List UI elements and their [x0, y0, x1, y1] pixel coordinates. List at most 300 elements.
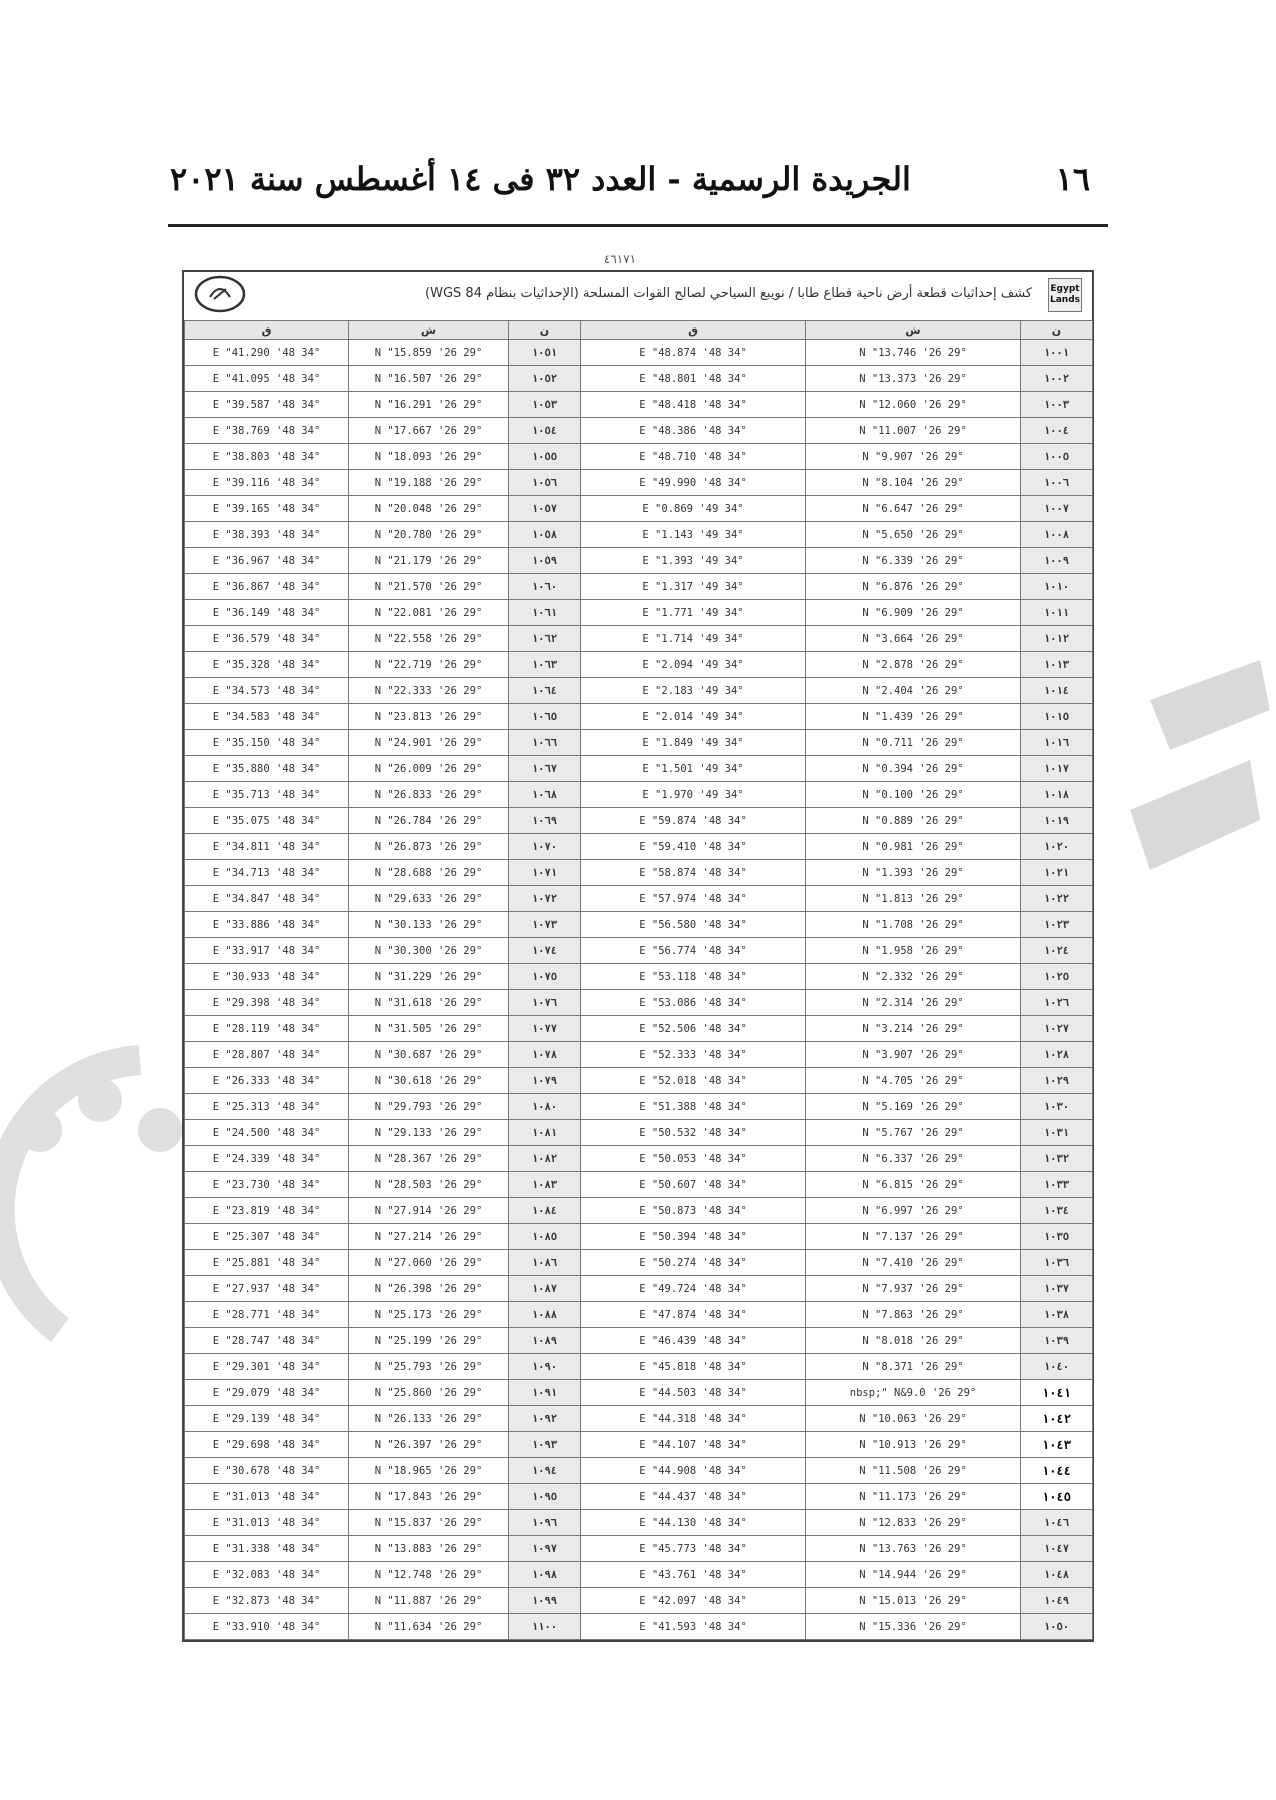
point-number-cell: ١٠٦٨	[509, 782, 581, 808]
latitude-cell: 29° 26' 26.784" N	[349, 808, 509, 834]
latitude-cell: 29° 26' 26.397" N	[349, 1432, 509, 1458]
point-number-cell: ١٠٩٤	[509, 1458, 581, 1484]
longitude-cell: 34° 48' 58.874" E	[581, 860, 806, 886]
column-header: ن	[509, 321, 581, 340]
point-number-cell: ١٠٣٦	[1021, 1250, 1093, 1276]
table-row	[185, 1562, 1093, 1588]
table-row	[185, 1354, 1093, 1380]
latitude-cell: 29° 26' 7.863" N	[806, 1302, 1021, 1328]
table-header-row	[185, 321, 1093, 340]
latitude-cell: 29° 26' 1.958" N	[806, 938, 1021, 964]
longitude-cell: 34° 48' 46.439" E	[581, 1328, 806, 1354]
table-row	[185, 1094, 1093, 1120]
longitude-cell: 34° 48' 29.079" E	[185, 1380, 349, 1406]
latitude-cell: 29° 26' 11.508" N	[806, 1458, 1021, 1484]
table-row	[185, 1120, 1093, 1146]
point-number-cell: ١٠٩٢	[509, 1406, 581, 1432]
point-number-cell: ١٠٦٦	[509, 730, 581, 756]
longitude-cell: 34° 48' 30.678" E	[185, 1458, 349, 1484]
longitude-cell: 34° 48' 36.149" E	[185, 600, 349, 626]
longitude-cell: 34° 48' 33.886" E	[185, 912, 349, 938]
longitude-cell: 34° 48' 25.881" E	[185, 1250, 349, 1276]
latitude-cell: 29° 26' 4.705" N	[806, 1068, 1021, 1094]
latitude-cell: 29° 26' 1.813" N	[806, 886, 1021, 912]
latitude-cell: 29° 26' 26.009" N	[349, 756, 509, 782]
column-header: ق	[581, 321, 806, 340]
longitude-cell: 34° 48' 38.803" E	[185, 444, 349, 470]
latitude-cell: 29° 26' 3.214" N	[806, 1016, 1021, 1042]
table-row	[185, 756, 1093, 782]
point-number-cell: ١٠١٩	[1021, 808, 1093, 834]
coordinates-document	[182, 270, 1094, 1642]
latitude-cell: 29° 26' 6.909" N	[806, 600, 1021, 626]
table-row	[185, 1302, 1093, 1328]
point-number-cell: ١٠٠٦	[1021, 470, 1093, 496]
table-row	[185, 990, 1093, 1016]
point-number-cell: ١٠٣٧	[1021, 1276, 1093, 1302]
latitude-cell: 29° 26' 29.793" N	[349, 1094, 509, 1120]
point-number-cell: ١٠٢٧	[1021, 1016, 1093, 1042]
latitude-cell: 29° 26' 6.815" N	[806, 1172, 1021, 1198]
longitude-cell: 34° 48' 49.724" E	[581, 1276, 806, 1302]
longitude-cell: 34° 48' 34.583" E	[185, 704, 349, 730]
table-row	[185, 1380, 1093, 1406]
latitude-cell: 29° 26' 30.133" N	[349, 912, 509, 938]
longitude-cell: 34° 48' 28.807" E	[185, 1042, 349, 1068]
latitude-cell: 29° 26' 22.081" N	[349, 600, 509, 626]
latitude-cell: 29° 26' 18.965" N	[349, 1458, 509, 1484]
longitude-cell: 34° 48' 59.410" E	[581, 834, 806, 860]
latitude-cell: 29° 26' 26.398" N	[349, 1276, 509, 1302]
longitude-cell: 34° 48' 28.747" E	[185, 1328, 349, 1354]
longitude-cell: 34° 48' 43.761" E	[581, 1562, 806, 1588]
latitude-cell: 29° 26' 22.333" N	[349, 678, 509, 704]
longitude-cell: 34° 49' 2.183" E	[581, 678, 806, 704]
latitude-cell: 29° 26' 28.688" N	[349, 860, 509, 886]
table-row	[185, 496, 1093, 522]
point-number-cell: ١٠٤٦	[1021, 1510, 1093, 1536]
point-number-cell: ١٠٣١	[1021, 1120, 1093, 1146]
point-number-cell: ١٠٨٦	[509, 1250, 581, 1276]
point-number-cell: ١٠٠٧	[1021, 496, 1093, 522]
longitude-cell: 34° 48' 44.130" E	[581, 1510, 806, 1536]
point-number-cell: ١٠٨٥	[509, 1224, 581, 1250]
point-number-cell: ١٠٧٩	[509, 1068, 581, 1094]
page-number: ١٦	[1055, 160, 1090, 198]
point-number-cell: ١٠٧٦	[509, 990, 581, 1016]
latitude-cell: 29° 26' 31.505" N	[349, 1016, 509, 1042]
point-number-cell: ١٠٤٩	[1021, 1588, 1093, 1614]
point-number-cell: ١٠٧٥	[509, 964, 581, 990]
point-number-cell: ١٠٧٢	[509, 886, 581, 912]
table-row	[185, 860, 1093, 886]
latitude-cell: 29° 26' 20.780" N	[349, 522, 509, 548]
table-row	[185, 418, 1093, 444]
point-number-cell: ١٠٢٥	[1021, 964, 1093, 990]
latitude-cell: 29° 26' 13.373" N	[806, 366, 1021, 392]
point-number-cell: ١٠٥٥	[509, 444, 581, 470]
longitude-cell: 34° 48' 41.593" E	[581, 1614, 806, 1640]
table-row	[185, 600, 1093, 626]
gazette-title: الجريدة الرسمية - العدد ٣٢ فى ١٤ أغسطس سنة ٢٠٢١	[170, 160, 911, 198]
longitude-cell: 34° 48' 31.013" E	[185, 1484, 349, 1510]
latitude-cell: 29° 26' 11.173" N	[806, 1484, 1021, 1510]
point-number-cell: ١٠٥٣	[509, 392, 581, 418]
table-row	[185, 652, 1093, 678]
point-number-cell: ١٠٥١	[509, 340, 581, 366]
longitude-cell: 34° 48' 56.774" E	[581, 938, 806, 964]
point-number-cell: ١٠٠٤	[1021, 418, 1093, 444]
latitude-cell: 29° 26' 25.860" N	[349, 1380, 509, 1406]
page-header	[170, 150, 1090, 210]
longitude-cell: 34° 48' 48.801" E	[581, 366, 806, 392]
longitude-cell: 34° 48' 44.908" E	[581, 1458, 806, 1484]
latitude-cell: 29° 26' 23.813" N	[349, 704, 509, 730]
latitude-cell: 29° 26' 10.063" N	[806, 1406, 1021, 1432]
longitude-cell: 34° 48' 41.095" E	[185, 366, 349, 392]
longitude-cell: 34° 49' 2.014" E	[581, 704, 806, 730]
table-row	[185, 1614, 1093, 1640]
point-number-cell: ١٠٠٥	[1021, 444, 1093, 470]
point-number-cell: ١٠٧١	[509, 860, 581, 886]
latitude-cell: 29° 26' 27.914" N	[349, 1198, 509, 1224]
point-number-cell: ١٠٣٤	[1021, 1198, 1093, 1224]
longitude-cell: 34° 48' 50.873" E	[581, 1198, 806, 1224]
longitude-cell: 34° 48' 36.579" E	[185, 626, 349, 652]
point-number-cell: ١١٠٠	[509, 1614, 581, 1640]
point-number-cell: ١٠٢٤	[1021, 938, 1093, 964]
table-row	[185, 444, 1093, 470]
point-number-cell: ١٠٠١	[1021, 340, 1093, 366]
longitude-cell: 34° 48' 36.967" E	[185, 548, 349, 574]
longitude-cell: 34° 48' 45.773" E	[581, 1536, 806, 1562]
longitude-cell: 34° 48' 34.811" E	[185, 834, 349, 860]
point-number-cell: ١٠٢٨	[1021, 1042, 1093, 1068]
point-number-cell: ١٠٤٨	[1021, 1562, 1093, 1588]
point-number-cell: ١٠٨٣	[509, 1172, 581, 1198]
longitude-cell: 34° 48' 42.097" E	[581, 1588, 806, 1614]
latitude-cell: 29° 26' 27.060" N	[349, 1250, 509, 1276]
point-number-cell: ١٠١١	[1021, 600, 1093, 626]
longitude-cell: 34° 48' 44.107" E	[581, 1432, 806, 1458]
latitude-cell: 29° 26' 11.634" N	[349, 1614, 509, 1640]
point-number-cell: ١٠٨٤	[509, 1198, 581, 1224]
latitude-cell: 29° 26' 31.618" N	[349, 990, 509, 1016]
latitude-cell: 29° 26' 0.981" N	[806, 834, 1021, 860]
point-number-cell: ١٠٣٢	[1021, 1146, 1093, 1172]
table-row	[185, 1536, 1093, 1562]
table-row	[185, 1198, 1093, 1224]
latitude-cell: 29° 26' 22.719" N	[349, 652, 509, 678]
longitude-cell: 34° 48' 50.607" E	[581, 1172, 806, 1198]
table-row	[185, 1328, 1093, 1354]
column-header: ش	[349, 321, 509, 340]
latitude-cell: 29° 26' 0.889" N	[806, 808, 1021, 834]
point-number-cell: ١٠١٥	[1021, 704, 1093, 730]
latitude-cell: 29° 26' 22.558" N	[349, 626, 509, 652]
longitude-cell: 34° 48' 31.338" E	[185, 1536, 349, 1562]
latitude-cell: 29° 26' 5.650" N	[806, 522, 1021, 548]
latitude-cell: 29° 26' 29.133" N	[349, 1120, 509, 1146]
latitude-cell: 29° 26' 30.300" N	[349, 938, 509, 964]
longitude-cell: 34° 49' 1.849" E	[581, 730, 806, 756]
table-row	[185, 522, 1093, 548]
latitude-cell: 29° 26' 7.137" N	[806, 1224, 1021, 1250]
latitude-cell: 29° 26' 24.901" N	[349, 730, 509, 756]
latitude-cell: 29° 26' 14.944" N	[806, 1562, 1021, 1588]
table-row	[185, 392, 1093, 418]
table-row	[185, 470, 1093, 496]
table-row	[185, 574, 1093, 600]
point-number-cell: ١٠٦٢	[509, 626, 581, 652]
longitude-cell: 34° 48' 44.318" E	[581, 1406, 806, 1432]
longitude-cell: 34° 48' 25.313" E	[185, 1094, 349, 1120]
table-row	[185, 964, 1093, 990]
point-number-cell: ١٠٥٠	[1021, 1614, 1093, 1640]
table-row	[185, 1276, 1093, 1302]
latitude-cell: 29° 26' 2.314" N	[806, 990, 1021, 1016]
point-number-cell: ١٠٣٣	[1021, 1172, 1093, 1198]
table-row	[185, 704, 1093, 730]
latitude-cell: 29° 26' 6.647" N	[806, 496, 1021, 522]
latitude-cell: 29° 26' 16.507" N	[349, 366, 509, 392]
table-title: كشف إحداثيات قطعة أرض ناحية قطاع طابا / نويبع السياحي لصالح القوات المسلحة (الإحداثيات بنظام WGS 84)	[425, 286, 1032, 301]
latitude-cell: 29° 26' 16.291" N	[349, 392, 509, 418]
latitude-cell: 29° 26' 2.404" N	[806, 678, 1021, 704]
longitude-cell: 34° 48' 27.937" E	[185, 1276, 349, 1302]
longitude-cell: 34° 48' 38.393" E	[185, 522, 349, 548]
longitude-cell: 34° 49' 0.869" E	[581, 496, 806, 522]
latitude-cell: 29° 26' 6.339" N	[806, 548, 1021, 574]
point-number-cell: ١٠٠٩	[1021, 548, 1093, 574]
table-row	[185, 366, 1093, 392]
table-row	[185, 1042, 1093, 1068]
longitude-cell: 34° 48' 28.119" E	[185, 1016, 349, 1042]
latitude-cell: 29° 26' 0.100" N	[806, 782, 1021, 808]
table-row	[185, 1224, 1093, 1250]
longitude-cell: 34° 48' 36.867" E	[185, 574, 349, 600]
latitude-cell: 29° 26' 28.367" N	[349, 1146, 509, 1172]
point-number-cell: ١٠١٣	[1021, 652, 1093, 678]
table-row	[185, 808, 1093, 834]
longitude-cell: 34° 48' 41.290" E	[185, 340, 349, 366]
point-number-cell: ١٠١٧	[1021, 756, 1093, 782]
point-number-cell: ١٠٧٨	[509, 1042, 581, 1068]
column-header: ن	[1021, 321, 1093, 340]
latitude-cell: 29° 26' 6.876" N	[806, 574, 1021, 600]
longitude-cell: 34° 48' 28.771" E	[185, 1302, 349, 1328]
longitude-cell: 34° 48' 29.698" E	[185, 1432, 349, 1458]
table-row	[185, 886, 1093, 912]
latitude-cell: 29° 26' 2.878" N	[806, 652, 1021, 678]
point-number-cell: ١٠٧٧	[509, 1016, 581, 1042]
longitude-cell: 34° 48' 35.880" E	[185, 756, 349, 782]
latitude-cell: 29° 26' 26.873" N	[349, 834, 509, 860]
latitude-cell: 29° 26' 15.837" N	[349, 1510, 509, 1536]
point-number-cell: ١٠٩٦	[509, 1510, 581, 1536]
point-number-cell: ١٠٤١	[1021, 1380, 1093, 1406]
latitude-cell: 29° 26' 21.570" N	[349, 574, 509, 600]
point-number-cell: ١٠٩٨	[509, 1562, 581, 1588]
longitude-cell: 34° 48' 32.873" E	[185, 1588, 349, 1614]
table-row	[185, 730, 1093, 756]
latitude-cell: 29° 26' 15.013" N	[806, 1588, 1021, 1614]
table-row	[185, 1016, 1093, 1042]
point-number-cell: ١٠٦٠	[509, 574, 581, 600]
longitude-cell: 34° 48' 48.418" E	[581, 392, 806, 418]
point-number-cell: ١٠١٦	[1021, 730, 1093, 756]
point-number-cell: ١٠٦١	[509, 600, 581, 626]
table-row	[185, 938, 1093, 964]
latitude-cell: 29° 26' 18.093" N	[349, 444, 509, 470]
table-row	[185, 782, 1093, 808]
latitude-cell: 29° 26' 8.018" N	[806, 1328, 1021, 1354]
point-number-cell: ١٠٣٥	[1021, 1224, 1093, 1250]
longitude-cell: 34° 48' 29.139" E	[185, 1406, 349, 1432]
longitude-cell: 34° 49' 2.094" E	[581, 652, 806, 678]
latitude-cell: 29° 26' 8.104" N	[806, 470, 1021, 496]
longitude-cell: 34° 48' 39.165" E	[185, 496, 349, 522]
point-number-cell: ١٠٥٩	[509, 548, 581, 574]
longitude-cell: 34° 48' 50.532" E	[581, 1120, 806, 1146]
latitude-cell: 29° 26' 13.746" N	[806, 340, 1021, 366]
longitude-cell: 34° 48' 49.990" E	[581, 470, 806, 496]
point-number-cell: ١٠١٠	[1021, 574, 1093, 600]
point-number-cell: ١٠٥٢	[509, 366, 581, 392]
longitude-cell: 34° 48' 39.116" E	[185, 470, 349, 496]
column-header: ش	[806, 321, 1021, 340]
longitude-cell: 34° 48' 24.500" E	[185, 1120, 349, 1146]
table-row	[185, 340, 1093, 366]
point-number-cell: ١٠٥٦	[509, 470, 581, 496]
latitude-cell: 29° 26' 8.371" N	[806, 1354, 1021, 1380]
latitude-cell: 29° 26' 3.907" N	[806, 1042, 1021, 1068]
point-number-cell: ١٠٢٠	[1021, 834, 1093, 860]
longitude-cell: 34° 48' 50.394" E	[581, 1224, 806, 1250]
header-divider	[168, 224, 1108, 227]
watermark-stamp	[1110, 640, 1276, 960]
latitude-cell: 29° 26' 30.618" N	[349, 1068, 509, 1094]
point-number-cell: ١٠٦٧	[509, 756, 581, 782]
longitude-cell: 34° 48' 24.339" E	[185, 1146, 349, 1172]
longitude-cell: 34° 48' 35.075" E	[185, 808, 349, 834]
latitude-cell: 29° 26' 1.393" N	[806, 860, 1021, 886]
latitude-cell: 29° 26' 6.337" N	[806, 1146, 1021, 1172]
table-row	[185, 1484, 1093, 1510]
latitude-cell: 29° 26' 20.048" N	[349, 496, 509, 522]
table-reference: ٤٦١٧١	[603, 252, 637, 266]
longitude-cell: 34° 48' 34.847" E	[185, 886, 349, 912]
latitude-cell: 29° 26' 11.007" N	[806, 418, 1021, 444]
point-number-cell: ١٠٥٨	[509, 522, 581, 548]
column-header: ق	[185, 321, 349, 340]
longitude-cell: 34° 48' 38.769" E	[185, 418, 349, 444]
latitude-cell: 29° 26' 12.748" N	[349, 1562, 509, 1588]
table-row	[185, 678, 1093, 704]
point-number-cell: ١٠٣٠	[1021, 1094, 1093, 1120]
longitude-cell: 34° 48' 23.819" E	[185, 1198, 349, 1224]
point-number-cell: ١٠٢١	[1021, 860, 1093, 886]
latitude-cell: 29° 26' 29.633" N	[349, 886, 509, 912]
point-number-cell: ١٠٥٧	[509, 496, 581, 522]
point-number-cell: ١٠٤٣	[1021, 1432, 1093, 1458]
point-number-cell: ١٠٢٣	[1021, 912, 1093, 938]
longitude-cell: 34° 48' 47.874" E	[581, 1302, 806, 1328]
point-number-cell: ١٠٧٤	[509, 938, 581, 964]
point-number-cell: ١٠٨٠	[509, 1094, 581, 1120]
point-number-cell: ١٠٦٥	[509, 704, 581, 730]
longitude-cell: 34° 49' 1.771" E	[581, 600, 806, 626]
longitude-cell: 34° 49' 1.714" E	[581, 626, 806, 652]
longitude-cell: 34° 48' 50.274" E	[581, 1250, 806, 1276]
latitude-cell: 29° 26' 19.188" N	[349, 470, 509, 496]
point-number-cell: ١٠٨٢	[509, 1146, 581, 1172]
point-number-cell: ١٠٤٠	[1021, 1354, 1093, 1380]
point-number-cell: ١٠٤٤	[1021, 1458, 1093, 1484]
point-number-cell: ١٠٤٥	[1021, 1484, 1093, 1510]
longitude-cell: 34° 48' 57.974" E	[581, 886, 806, 912]
latitude-cell: 29° 26' 11.887" N	[349, 1588, 509, 1614]
latitude-cell: 29° 26' 10.913" N	[806, 1432, 1021, 1458]
longitude-cell: 34° 49' 1.317" E	[581, 574, 806, 600]
longitude-cell: 34° 48' 25.307" E	[185, 1224, 349, 1250]
latitude-cell: 29° 26' 7.937" N	[806, 1276, 1021, 1302]
latitude-cell: 29° 26' 5.169" N	[806, 1094, 1021, 1120]
point-number-cell: ١٠٦٣	[509, 652, 581, 678]
point-number-cell: ١٠٨٨	[509, 1302, 581, 1328]
latitude-cell: 29° 26' 5.767" N	[806, 1120, 1021, 1146]
table-row	[185, 1432, 1093, 1458]
longitude-cell: 34° 48' 50.053" E	[581, 1146, 806, 1172]
latitude-cell: 29° 26' 1.708" N	[806, 912, 1021, 938]
point-number-cell: ١٠٨١	[509, 1120, 581, 1146]
point-number-cell: ١٠٠٨	[1021, 522, 1093, 548]
latitude-cell: 29° 26' 12.833" N	[806, 1510, 1021, 1536]
latitude-cell: 29° 26' 17.667" N	[349, 418, 509, 444]
point-number-cell: ١٠٩٥	[509, 1484, 581, 1510]
longitude-cell: 34° 48' 29.398" E	[185, 990, 349, 1016]
table-row	[185, 1068, 1093, 1094]
latitude-cell: 29° 26' 0.394" N	[806, 756, 1021, 782]
longitude-cell: 34° 48' 53.118" E	[581, 964, 806, 990]
point-number-cell: ١٠٤٢	[1021, 1406, 1093, 1432]
longitude-cell: 34° 48' 34.573" E	[185, 678, 349, 704]
longitude-cell: 34° 48' 34.713" E	[185, 860, 349, 886]
longitude-cell: 34° 48' 56.580" E	[581, 912, 806, 938]
longitude-cell: 34° 48' 32.083" E	[185, 1562, 349, 1588]
longitude-cell: 34° 48' 48.710" E	[581, 444, 806, 470]
longitude-cell: 34° 48' 44.437" E	[581, 1484, 806, 1510]
latitude-cell: 29° 26' 27.214" N	[349, 1224, 509, 1250]
longitude-cell: 34° 49' 1.393" E	[581, 548, 806, 574]
longitude-cell: 34° 48' 52.333" E	[581, 1042, 806, 1068]
longitude-cell: 34° 48' 44.503" E	[581, 1380, 806, 1406]
longitude-cell: 34° 48' 35.713" E	[185, 782, 349, 808]
longitude-cell: 34° 48' 23.730" E	[185, 1172, 349, 1198]
latitude-cell: 29° 26' 25.793" N	[349, 1354, 509, 1380]
latitude-cell: 29° 26' 6.997" N	[806, 1198, 1021, 1224]
point-number-cell: ١٠٩٩	[509, 1588, 581, 1614]
point-number-cell: ١٠٩٧	[509, 1536, 581, 1562]
longitude-cell: 34° 49' 1.143" E	[581, 522, 806, 548]
point-number-cell: ١٠١٢	[1021, 626, 1093, 652]
point-number-cell: ١٠١٨	[1021, 782, 1093, 808]
latitude-cell: 29° 26' 15.859" N	[349, 340, 509, 366]
latitude-cell: 29° 26' 17.843" N	[349, 1484, 509, 1510]
longitude-cell: 34° 49' 1.970" E	[581, 782, 806, 808]
latitude-cell: 29° 26' 13.883" N	[349, 1536, 509, 1562]
point-number-cell: ١٠٥٤	[509, 418, 581, 444]
